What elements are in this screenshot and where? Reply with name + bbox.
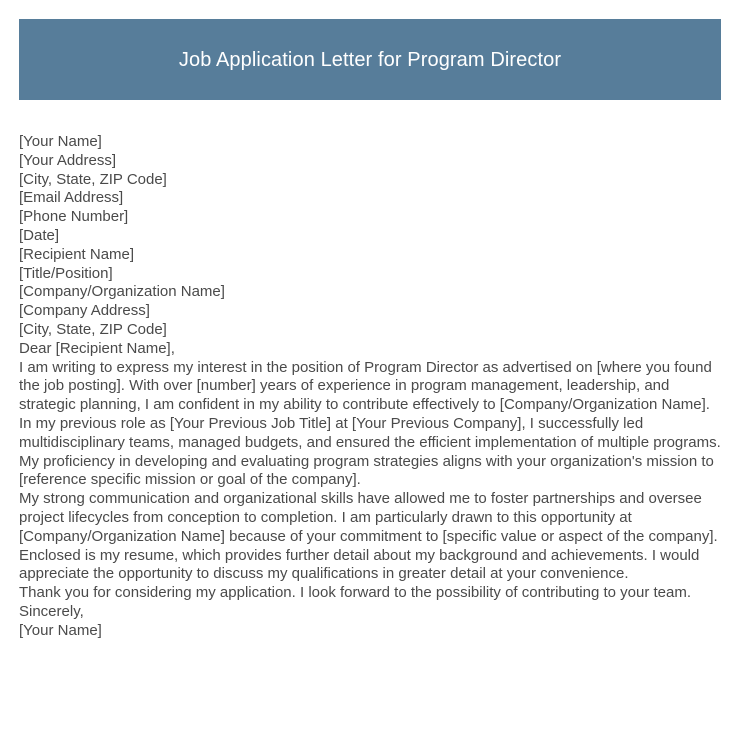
letter-paragraph: Enclosed is my resume, which provides further detail about my background and achievements. I would appreciate the opportunity to discuss my qualifications in greater detail at your convenience. (19, 546, 700, 583)
letter-line: [City, State, ZIP Code] (19, 170, 167, 188)
letter-header-banner (19, 19, 721, 100)
letter-line: Dear [Recipient Name], (19, 339, 175, 357)
letter-line: [Your Address] (19, 151, 117, 169)
letter-line: [Email Address] (19, 189, 124, 207)
letter-line: [Company/Organization Name] (19, 283, 225, 301)
letter-paragraph: Thank you for considering my application. I look forward to the possibility of contributing to your team. (19, 584, 692, 602)
letter-line: Sincerely, (19, 602, 84, 620)
letter-paragraph: My strong communication and organizational skills have allowed me to foster partnerships and oversee project lifecycles from conception to completion. I am particularly drawn to this opportunity at [Company/Organization Name] because of your commitment to [specific value or aspect of the company]. (19, 490, 718, 545)
letter-line: [Title/Position] (19, 264, 113, 282)
letter-paragraph: I am writing to express my interest in the position of Program Director as advertised on [where you found the job posting]. With over [number] years of experience in program management, leadership, and strategic planning, I am confident in my ability to contribute effectively to [Company/Organization Name]. (19, 358, 712, 414)
letter-line: [Your Name] (19, 621, 102, 639)
letter-line: [Company Address] (19, 302, 150, 320)
letter-line: [Date] (19, 226, 60, 244)
letter-line: [Your Name] (19, 133, 102, 150)
letter-line: [Phone Number] (19, 208, 129, 226)
letter-paragraph: In my previous role as [Your Previous Job Title] at [Your Previous Company], I successfully led multidisciplinary teams, managed budgets, and ensured the efficient implementation of multiple programs. My proficiency in developing and evaluating program strategies aligns with your organization's mission to [reference specific mission or goal of the company]. (19, 414, 721, 489)
letter-line: [Recipient Name] (19, 245, 135, 263)
letter-line: [City, State, ZIP Code] (19, 320, 167, 338)
letter-body (19, 133, 724, 641)
page-title: Job Application Letter for Program Director (178, 48, 562, 71)
